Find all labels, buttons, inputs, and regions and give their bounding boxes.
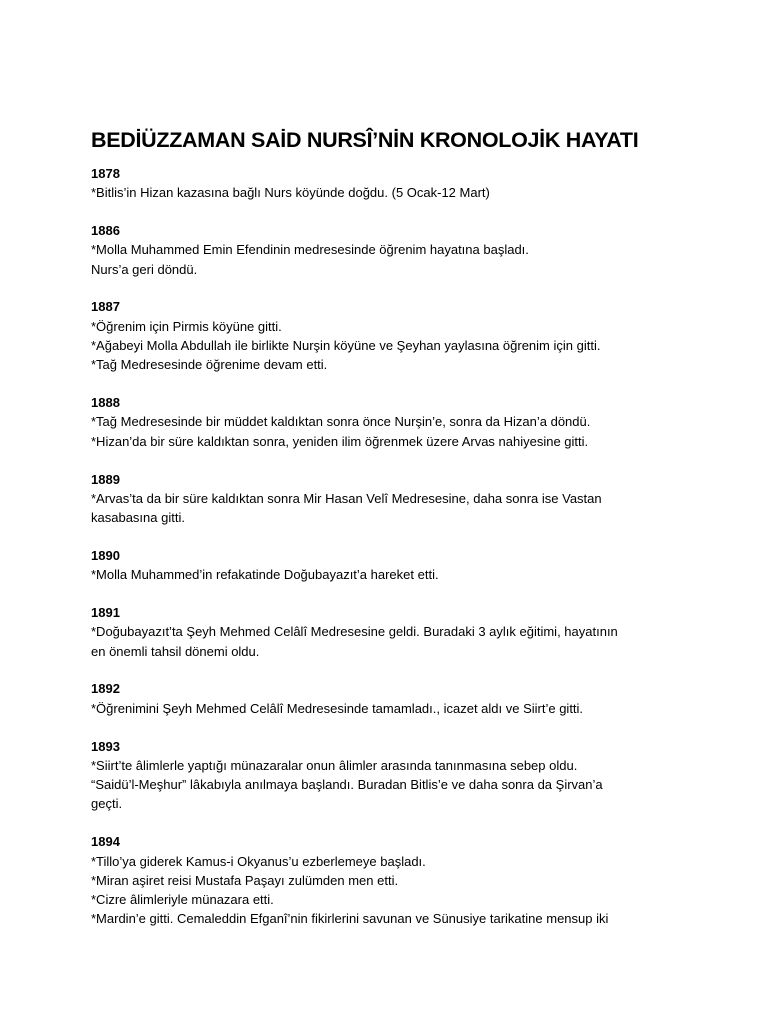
year-entry: [91, 737, 731, 814]
entry-text-line: “Saidü’l-Meşhur” lâkabıyla anılmaya başlandı. Buradan Bitlis’e ve daha sonra da Şirvan’a: [91, 777, 603, 793]
year-heading: 1886: [91, 223, 120, 239]
document-title: BEDİÜZZAMAN SAİD NURSÎ’NİN KRONOLOJİK HAYATI: [91, 128, 639, 152]
year-heading: 1893: [91, 738, 120, 754]
year-entry: [91, 679, 731, 718]
year-entry: [91, 470, 731, 528]
entry-text-line: *Tillo’ya giderek Kamus-i Okyanus’u ezberlemeye başladı.: [91, 853, 426, 869]
year-heading: 1894: [91, 834, 120, 850]
entry-text-line: *Miran aşiret reisi Mustafa Paşayı zulümden men etti.: [91, 872, 399, 888]
entry-text-line: *Molla Muhammed Emin Efendinin medresesinde öğrenim hayatına başladı.: [91, 242, 529, 258]
year-entry: [91, 832, 731, 928]
entry-text-line: *Cizre âlimleriyle münazara etti.: [91, 892, 274, 908]
year-entry: [91, 297, 731, 374]
entry-text-line: *Mardin’e gitti. Cemaleddin Efganî’nin fikirlerini savunan ve Sünusiye tarikatine mensup iki: [91, 911, 609, 927]
entry-text-line: *Arvas’ta da bir süre kaldıktan sonra Mir Hasan Velî Medresesine, daha sonra ise Vastan: [91, 490, 602, 506]
year-entry: [91, 393, 731, 451]
entry-text-line: *Tağ Medresesinde öğrenime devam etti.: [91, 357, 328, 373]
year-heading: 1878: [91, 166, 120, 181]
entry-text-line: *Doğubayazıt’ta Şeyh Mehmed Celâlî Medresesine geldi. Buradaki 3 aylık eğitimi, hayatının: [91, 624, 618, 640]
year-entry: [91, 221, 731, 279]
entry-text-line: *Tağ Medresesinde bir müddet kaldıktan sonra önce Nurşin’e, sonra da Hizan’a döndü.: [91, 414, 591, 430]
year-heading: 1888: [91, 395, 120, 411]
entry-text-line: *Öğrenimini Şeyh Mehmed Celâlî Medresesinde tamamladı., icazet aldı ve Siirt’e gitti.: [91, 700, 584, 716]
entry-text-line: *Ağabeyi Molla Abdullah ile birlikte Nurşin köyüne ve Şeyhan yaylasına öğrenim için gitti.: [91, 338, 601, 354]
year-heading: 1887: [91, 299, 120, 315]
year-entry: [91, 164, 731, 203]
year-heading: 1892: [91, 681, 120, 697]
year-entry: [91, 546, 731, 585]
entry-text-line: *Hizan’da bir süre kaldıktan sonra, yeniden ilim öğrenmek üzere Arvas nahiyesine gitti.: [91, 433, 589, 449]
year-heading: 1891: [91, 605, 120, 621]
entry-text-line: *Bitlis’in Hizan kazasına bağlı Nurs köyünde doğdu. (5 Ocak-12 Mart): [91, 185, 490, 201]
year-heading: 1889: [91, 471, 120, 487]
chronology-list: [91, 164, 731, 947]
entry-text-line: kasabasına gitti.: [91, 510, 185, 526]
entry-text-line: *Molla Muhammed’in refakatinde Doğubayazıt’a hareket etti.: [91, 567, 439, 583]
year-entry: [91, 603, 731, 661]
entry-text-line: *Siirt’te âlimlerle yaptığı münazaralar onun âlimler arasında tanınmasına sebep oldu.: [91, 757, 578, 773]
entry-text-line: en önemli tahsil dönemi oldu.: [91, 643, 260, 659]
entry-text-line: Nurs’a geri döndü.: [91, 261, 198, 277]
year-heading: 1890: [91, 547, 120, 563]
entry-text-line: *Öğrenim için Pirmis köyüne gitti.: [91, 318, 282, 334]
entry-text-line: geçti.: [91, 796, 123, 812]
